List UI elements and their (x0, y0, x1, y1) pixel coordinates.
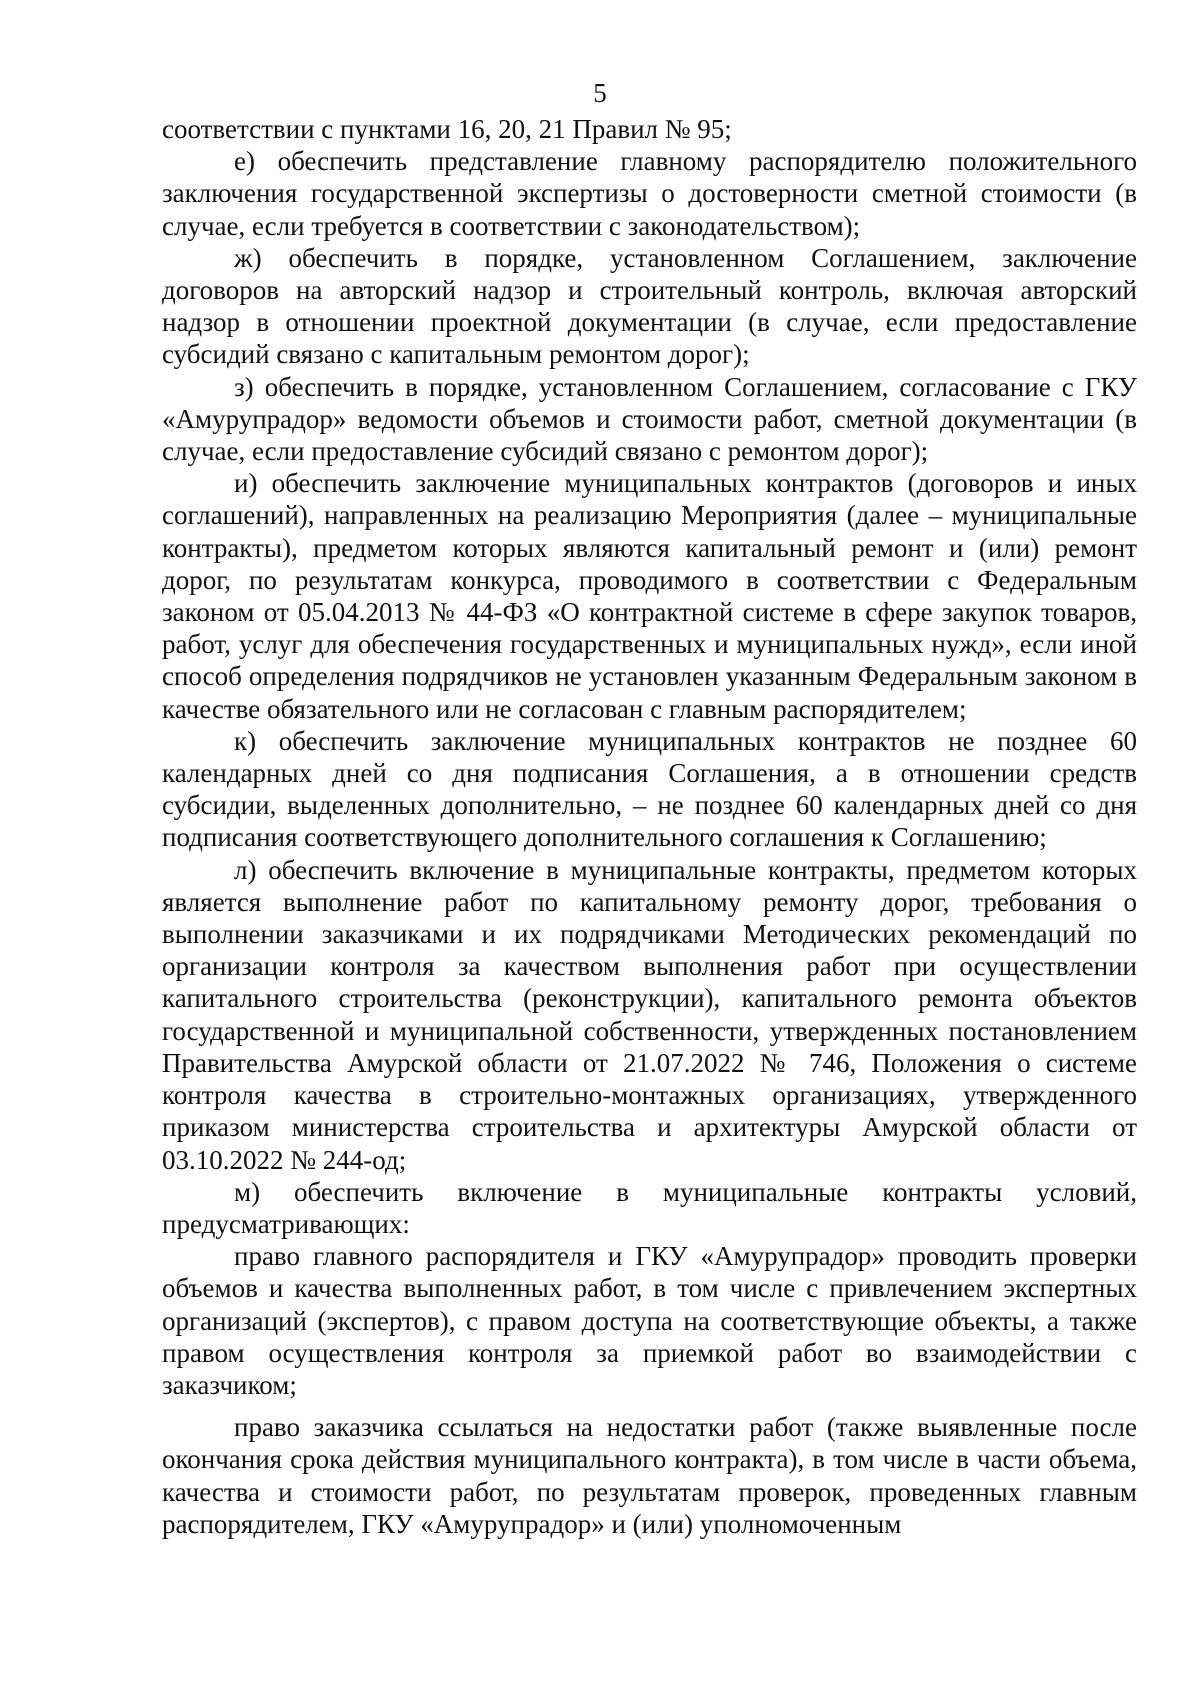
paragraph-continuation: соответствии с пунктами 16, 20, 21 Правил № 95; (162, 114, 732, 144)
paragraph-condition-2: право заказчика ссылаться на недостатки работ (также выявленные после окончания срока действия муниципального контракта), в том числе в части объема, качества и стоимости работ, по результатам проверок, проведенных главным распорядителем, ГКУ «Амурупрадор» и (или) уполномоченным (162, 1412, 1137, 1539)
paragraph-item-i: и) обеспечить заключение муниципальных контрактов (договоров и иных соглашений), направленных на реализацию Мероприятия (далее – муниципальные контракты), предметом которых являются капитальный ремонт и (или) ремонт дорог, по результатам конкурса, проводимого в соответствии с Федеральным законом от 05.04.2013 № 44-ФЗ «О контрактной системе в сфере закупок товаров, работ, услуг для обеспечения государственных и муниципальных нужд», если иной способ определения подрядчиков не установлен указанным Федеральным законом в качестве обязательного или не согласован с главным распорядителем; (162, 468, 1137, 724)
paragraph-item-m: м) обеспечить включение в муниципальные контракты условий, предусматривающих: (162, 1176, 1137, 1239)
paragraph-item-k: к) обеспечить заключение муниципальных контрактов не позднее 60 календарных дней со дня подписания Соглашения, а в отношении средств субсидии, выделенных дополнительно, – не позднее 60 календарных дней со дня подписания соответствующего дополнительного соглашения к Соглашению; (162, 725, 1137, 853)
paragraph-item-l: л) обеспечить включение в муниципальные контракты, предметом которых является выполнение работ по капитальному ремонту дорог, требования о выполнении заказчиками и их подрядчиками Методических рекомендаций по организации контроля за качеством выполнения работ при осуществлении капитального строительства (реконструкции), капитального ремонта объектов государственной и муниципальной собственности, утвержденных постановлением Правительства Амурской области от 21.07.2022 № 746, Положения о системе контроля качества в строительно-монтажных организациях, утвержденного приказом министерства строительства и архитектуры Амурской области от 03.10.2022 № 244-од; (162, 854, 1137, 1175)
document-body (162, 113, 1137, 1540)
page-number: 5 (593, 78, 607, 108)
paragraph-condition-1: право главного распорядителя и ГКУ «Амурупрадор» проводить проверки объемов и качества выполненных работ, в том числе с привлечением экспертных организаций (экспертов), с правом доступа на соответствующие объекты, а также правом осуществления контроля за приемкой работ во взаимодействии с заказчиком; (162, 1241, 1137, 1400)
paragraph-item-z: з) обеспечить в порядке, установленном Соглашением, согласование с ГКУ «Амурупрадор» ведомости объемов и стоимости работ, сметной документации (в случае, если предоставление субсидий связано с ремонтом дорог); (162, 371, 1137, 467)
paragraph-item-zh: ж) обеспечить в порядке, установленном Соглашением, заключение договоров на авторский надзор и строительный контроль, включая авторский надзор в отношении проектной документации (в случае, если предоставление субсидий связано с капитальным ремонтом дорог); (162, 242, 1137, 370)
paragraph-item-e: е) обеспечить представление главному распорядителю положительного заключения государственной экспертизы о достоверности сметной стоимости (в случае, если требуется в соответствии с законодательством); (162, 146, 1137, 241)
